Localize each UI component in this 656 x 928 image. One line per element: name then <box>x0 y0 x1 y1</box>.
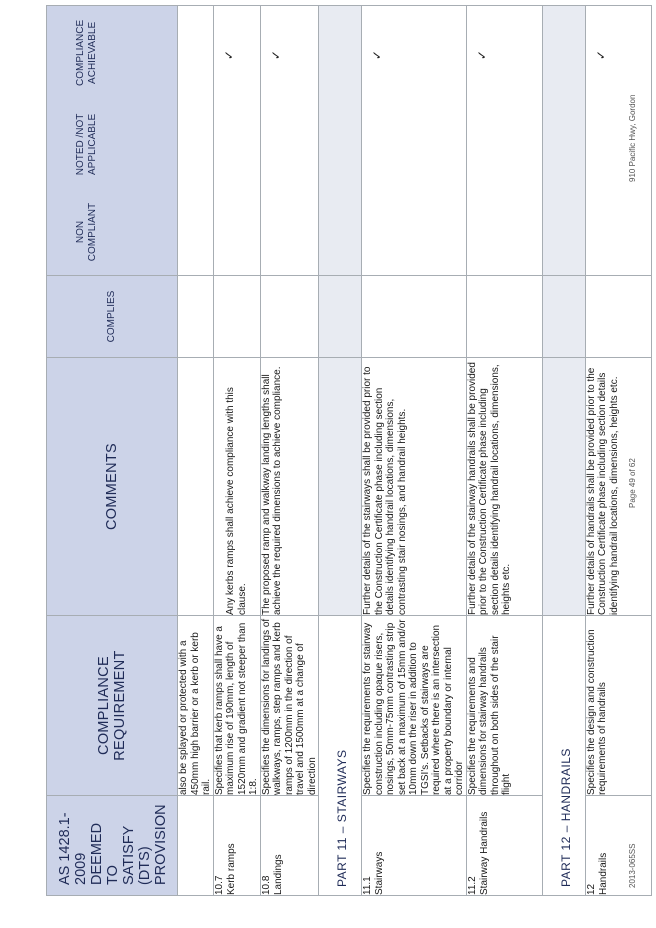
comment-cell: The proposed ramp and walkway landing lengths shall achieve the required dimensions to achieve compliance. <box>260 358 319 616</box>
provision-cell <box>585 796 651 896</box>
part-shade-cell <box>542 6 585 276</box>
requirement-cell: Specifies the dimensions for landings of walkways, ramps, step ramps and kerb ramps of 1200mm in the direction of travel and 1500mm at a change of direction <box>260 616 319 796</box>
part-shade-cell <box>319 276 362 358</box>
table-row <box>178 6 214 896</box>
provision-cell <box>178 796 214 896</box>
complies-cell <box>466 276 542 358</box>
table-row <box>260 6 319 896</box>
requirement-cell: Specifies the design and construction requirements of handrails <box>585 616 651 796</box>
part-shade-cell <box>542 276 585 358</box>
complies-cell <box>585 276 651 358</box>
comment-cell: Further details of handrails shall be provided prior to the Construction Certificate phase including section details identifying handrail locations, dimensions, heights etc. <box>585 358 651 616</box>
requirement-cell: also be splayed or protected with a 450mm high barrier or a kerb or kerb rail. <box>178 616 214 796</box>
footer-job-number: 2013-065SS <box>628 843 637 888</box>
part-label-handrails: PART 12 – HANDRAILS <box>542 616 585 896</box>
provision-name: Handrails <box>597 852 609 895</box>
requirement-cell: Specifies the requirements and dimensions for stairway handrails throughout on both sides of the stair flight <box>466 616 542 796</box>
provision-number: 10.7 <box>213 875 225 895</box>
compliance-achievable-tick: ✓ <box>362 6 467 276</box>
requirement-cell: Specifies the requirements for stairway construction including opaque risers, nosings, 50mm-75mm contrasting strip set back at a maximum of 15mm and/or 10mm down the riser in addition to TGSI's. Setbacks of stairways are required where there is an intersection at a property boundary or internal corridor <box>362 616 467 796</box>
header-requirement: COMPLIANCE REQUIREMENT <box>47 616 178 796</box>
status-cell <box>178 6 214 276</box>
header-comments: COMMENTS <box>47 358 178 616</box>
provision-cell <box>362 796 467 896</box>
part-row <box>319 6 362 896</box>
footer-page-number: Page 49 of 62 <box>628 458 637 508</box>
header-complies: COMPLIES <box>47 276 178 358</box>
header-row <box>47 6 178 896</box>
provision-number: 11.1 <box>362 876 373 895</box>
comment-cell <box>178 358 214 616</box>
table-row <box>362 6 467 896</box>
complies-cell <box>213 276 260 358</box>
compliance-achievable-tick: ✓ <box>213 6 260 276</box>
provision-name: Stairways <box>374 851 385 895</box>
comment-cell: Further details of the stairway handrails shall be provided prior to the Construction Certificate phase including section details identifying handrail locations, dimensions, heights etc. <box>466 358 542 616</box>
header-compliance-achievable: COMPLIANCE ACHIEVABLE <box>75 19 98 86</box>
part-label-stairways: PART 11 – STAIRWAYS <box>319 616 362 896</box>
requirement-cell: Specifies that kerb ramps shall have a maximum rise of 190mm, length of 1520mm and gradient not steeper than 1:8. <box>213 616 260 796</box>
provision-cell <box>466 796 542 896</box>
provision-number: 12 <box>585 883 597 895</box>
provision-number: 10.8 <box>260 875 272 895</box>
provision-name: Landings <box>272 854 284 895</box>
table-row <box>466 6 542 896</box>
complies-cell <box>260 276 319 358</box>
header-status-group <box>47 6 178 276</box>
comment-cell: Any kerbs ramps shall achieve compliance with this clause. <box>213 358 260 616</box>
compliance-achievable-tick: ✓ <box>260 6 319 276</box>
part-shade-cell <box>319 6 362 276</box>
footer-address: 910 Pacific Hwy, Gordon <box>628 94 637 182</box>
provision-cell <box>260 796 319 896</box>
table-row <box>213 6 260 896</box>
provision-name: Stairway Handrails <box>478 811 490 895</box>
compliance-achievable-tick: ✓ <box>585 6 651 276</box>
part-shade-cell <box>542 358 585 616</box>
part-shade-cell <box>319 358 362 616</box>
compliance-achievable-tick: ✓ <box>466 6 542 276</box>
part-row <box>542 6 585 896</box>
comment-cell: Further details of the stairways shall be provided prior to the Construction Certificate phase including section details identifying handrail locations, dimensions, contrasting stair nosings, and handrail heights. <box>362 358 467 616</box>
provision-number: 11.2 <box>466 876 478 895</box>
complies-cell <box>178 276 214 358</box>
header-noted-not-applicable: NOTED /NOT APPLICABLE <box>75 113 98 176</box>
provision-cell <box>213 796 260 896</box>
table-row <box>585 6 651 896</box>
provision-name: Kerb ramps <box>225 843 237 895</box>
header-non-compliant: NON COMPLIANT <box>75 202 98 262</box>
header-provision: AS 1428.1-2009 DEEMED TO SATISFY (DTS) PROVISION <box>47 796 178 896</box>
complies-cell <box>362 276 467 358</box>
compliance-table <box>46 5 652 896</box>
